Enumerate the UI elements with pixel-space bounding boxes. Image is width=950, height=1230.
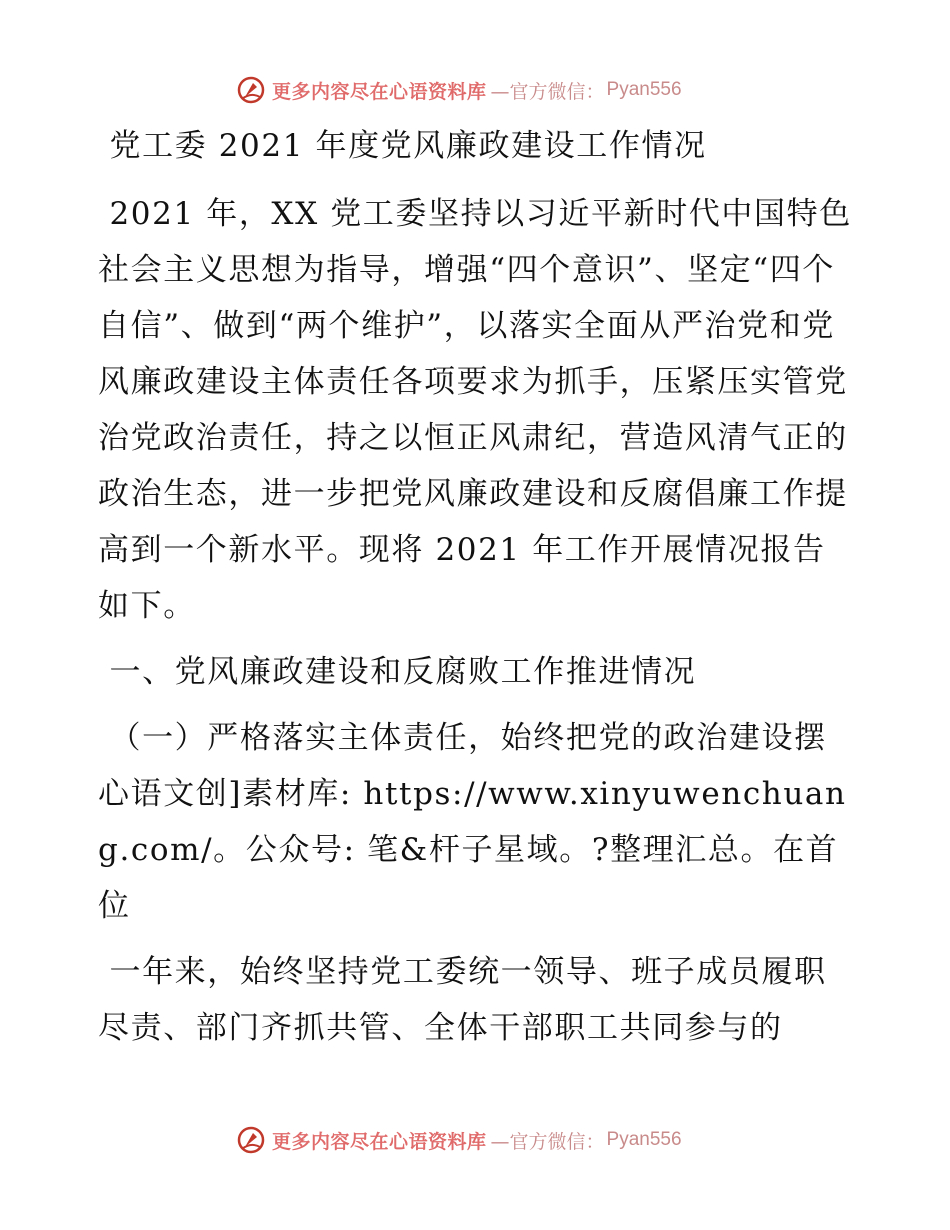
intro-paragraph: 2021 年，XX 党工委坚持以习近平新时代中国特色社会主义思想为指导，增强“四个意识”、坚定“四个自信”、做到“两个维护”，以落实全面从严治党和党风廉政建设主体责任各项要求为抓手，压紧压实管党治党政治责任，持之以恒正风肃纪，营造风清气正的政治生态，进一步把党风廉政建设和反腐倡廉工作提高到一个新水平。现将 2021 年工作开展情况报告如下。 xyxy=(98,196,852,624)
watermark-sub-text: —官方微信： xyxy=(490,1130,605,1153)
document-body xyxy=(98,118,858,1056)
watermark-sub-text: —官方微信： xyxy=(490,80,605,103)
document-title: 党工委 2021 年度党风廉政建设工作情况 xyxy=(98,128,707,164)
footer-watermark xyxy=(236,1122,682,1158)
watermark-wechat-id: Pyan556 xyxy=(606,1129,682,1150)
header-watermark xyxy=(236,72,682,108)
body-paragraph: 一年来，始终坚持党工委统一领导、班子成员履职尽责、部门齐抓共管、全体干部职工共同参与的 xyxy=(98,954,827,1046)
section-heading-1: 一、党风廉政建设和反腐败工作推进情况 xyxy=(98,654,697,690)
watermark-main-text: 更多内容尽在心语资料库 xyxy=(272,1130,487,1153)
pen-nib-logo-icon xyxy=(236,75,266,105)
watermark-wechat-id: Pyan556 xyxy=(606,79,682,100)
pen-nib-logo-icon xyxy=(236,1125,266,1155)
subsection-heading-1: （一）严格落实主体责任，始终把党的政治建设摆心语文创]素材库: https://www.xinyuwenchuang.com/。公众号: 笔&杆子星域。?整理汇总。在首位 xyxy=(98,720,847,924)
watermark-main-text: 更多内容尽在心语资料库 xyxy=(272,80,487,103)
